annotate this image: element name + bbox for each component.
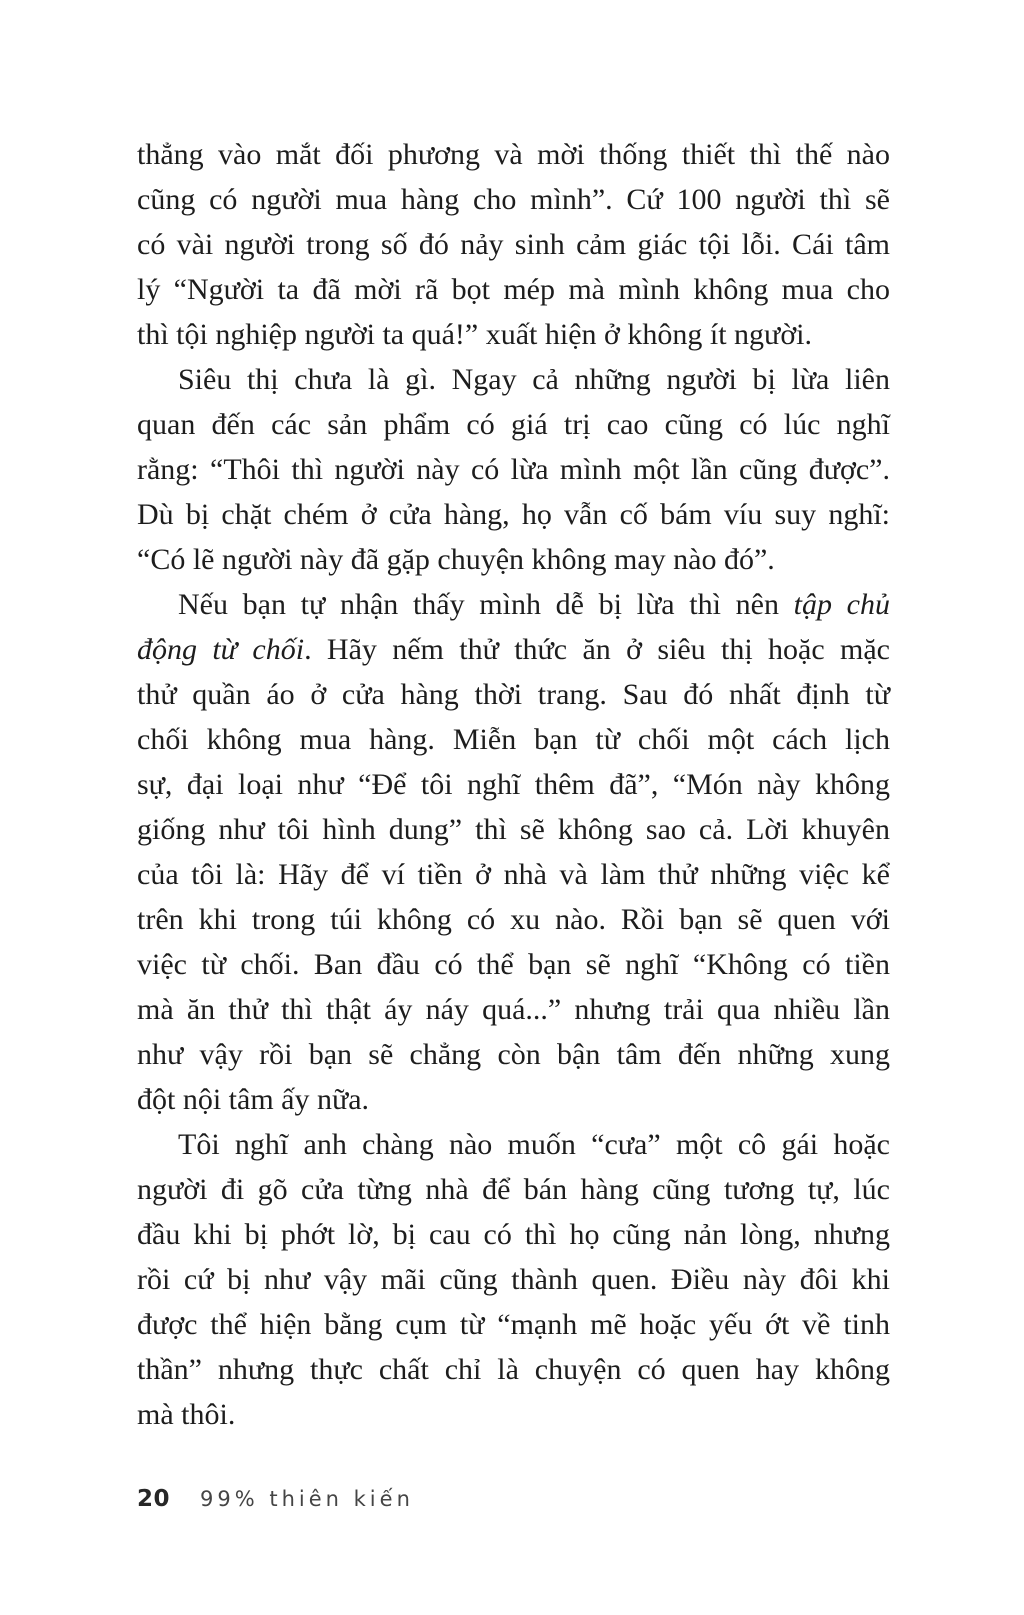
text-line: đầu khi bị phớt lờ, bị cau có thì họ cũng nản lòng, nhưng [137,1218,890,1251]
text-line [137,582,890,627]
text-line: “Có lẽ người này đã gặp chuyện không may nào đó”. [137,543,775,576]
text-segment: Nếu bạn tự nhận thấy mình dễ bị lừa thì nên [178,588,794,621]
running-book-title: 99% thiên kiến [200,1487,414,1511]
text-line: mà ăn thử thì thật áy náy quá...” nhưng trải qua nhiều lần [137,993,890,1026]
paragraph [137,357,890,582]
text-line: có vài người trong số đó nảy sinh cảm giác tội lỗi. Cái tâm [137,228,890,261]
paragraph [137,582,890,1122]
text-line: trên khi trong túi không có xu nào. Rồi bạn sẽ quen với [137,903,890,936]
text-line: lý “Người ta đã mời rã bọt mép mà mình không mua cho [137,273,890,306]
text-line: Dù bị chặt chém ở cửa hàng, họ vẫn cố bám víu suy nghĩ: [137,498,890,531]
text-line: thẳng vào mắt đối phương và mời thống thiết thì thế nào [137,138,890,171]
text-line: thử quần áo ở cửa hàng thời trang. Sau đó nhất định từ [137,678,890,711]
text-line: Tôi nghĩ anh chàng nào muốn “cưa” một cô gái hoặc [178,1128,890,1161]
text-line: quan đến các sản phẩm có giá trị cao cũng có lúc nghĩ [137,408,890,441]
text-line: như vậy rồi bạn sẽ chẳng còn bận tâm đến những xung [137,1038,890,1071]
text-line: chối không mua hàng. Miễn bạn từ chối một cách lịch [137,723,890,756]
text-line: sự, đại loại như “Để tôi nghĩ thêm đã”, “Món này không [137,768,890,801]
text-line: cũng có người mua hàng cho mình”. Cứ 100 người thì sẽ [137,183,890,216]
text-line: rồi cứ bị như vậy mãi cũng thành quen. Điều này đôi khi [137,1263,890,1296]
italic-text-segment: tập chủ [793,588,890,621]
text-segment: . Hãy nếm thử thức ăn ở siêu thị hoặc mặc [304,633,890,666]
text-line: rằng: “Thôi thì người này có lừa mình một lần cũng được”. [137,453,890,486]
page-text [137,132,890,1437]
page-footer [137,1486,414,1512]
text-line: mà thôi. [137,1398,236,1431]
italic-text-segment: động từ chối [137,633,305,666]
text-line: thì tội nghiệp người ta quá!” xuất hiện ở không ít người. [137,318,813,351]
text-line: của tôi là: Hãy để ví tiền ở nhà và làm thử những việc kể [137,858,890,891]
text-line: thần” nhưng thực chất chỉ là chuyện có quen hay không [137,1353,890,1386]
paragraph [137,132,890,357]
text-line: Siêu thị chưa là gì. Ngay cả những người bị lừa liên [178,363,890,396]
text-line: việc từ chối. Ban đầu có thể bạn sẽ nghĩ “Không có tiền [137,948,890,981]
text-line: người đi gõ cửa từng nhà để bán hàng cũng tương tự, lúc [137,1173,890,1206]
text-line: đột nội tâm ấy nữa. [137,1083,370,1116]
text-line [137,627,890,672]
page-number: 20 [137,1486,171,1512]
paragraph [137,1122,890,1437]
text-line: được thể hiện bằng cụm từ “mạnh mẽ hoặc yếu ớt về tinh [137,1308,890,1341]
text-line: giống như tôi hình dung” thì sẽ không sao cả. Lời khuyên [137,813,890,846]
